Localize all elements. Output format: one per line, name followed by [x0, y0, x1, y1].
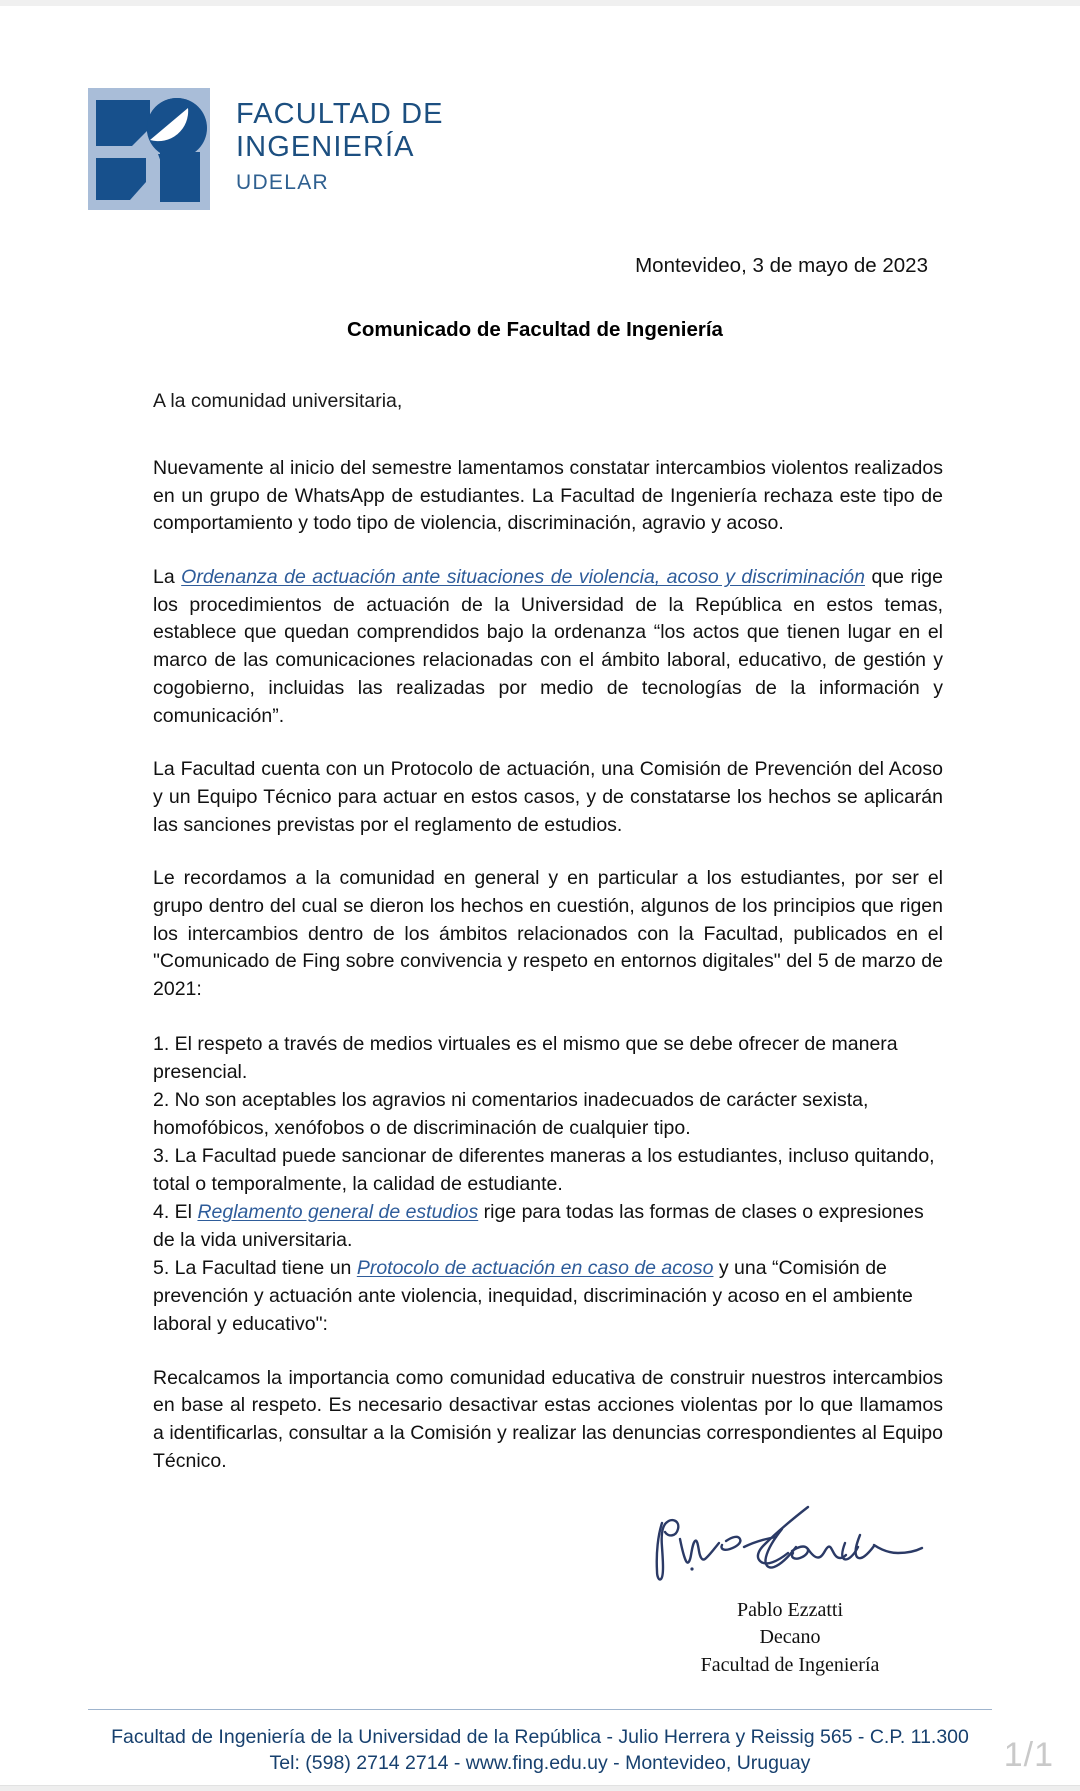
signer-organization: Facultad de Ingeniería: [700, 1653, 880, 1676]
list-item-5-after: y una “Comisión de prevención y actuación ante violencia, inequidad, discriminación y acoso en el ambiente laboral y educativo":: [153, 1257, 913, 1336]
footer: [0, 1709, 1080, 1791]
list-item-4-before: 4. El: [153, 1201, 198, 1224]
bottom-edge-strip: [0, 1785, 1080, 1791]
signature-names: [560, 1597, 1020, 1679]
page-title: Comunicado de Facultad de Ingeniería: [347, 318, 723, 341]
logo-wordmark-line-3: UDELAR: [236, 171, 329, 195]
footer-contact-info: [88, 1710, 992, 1776]
paragraph-2: [153, 538, 943, 730]
signature-block: [560, 1499, 1020, 1679]
link-ordenanza-actuacion[interactable]: Ordenanza de actuación ante situaciones de violencia, acoso y discriminación: [181, 566, 865, 589]
letterhead: [0, 0, 1080, 210]
list-item-5-before: 5. La Facultad tiene un: [153, 1257, 357, 1280]
paragraph-2-before: La: [153, 566, 182, 589]
logo-wordmark-line-1: FACULTAD DE: [236, 98, 444, 130]
footer-line-2: Tel: (598) 2714 2714 - www.fing.edu.uy - Montevideo, Uruguay: [269, 1751, 811, 1774]
paragraph-closing: Recalcamos la importancia como comunidad educativa de construir nuestros intercambios en base al respeto. Es necesario desactivar estas acciones violentas por lo que llamamos a identificarlas, consultar a la Comisión y realizar las denuncias correspondientes al Equipo Técnico.: [153, 1366, 943, 1472]
list-item: 1. El respeto a través de medios virtuales es el mismo que se debe ofrecer de manera presencial.: [153, 1032, 898, 1083]
list-item: 2. No son aceptables los agravios ni comentarios inadecuados de carácter sexista, homofóbicos, xenófobos o de discriminación de cualquier tipo.: [153, 1088, 869, 1139]
logo-wordmark: [236, 88, 444, 195]
list-item: 3. La Facultad puede sancionar de diferentes maneras a los estudiantes, incluso quitando, total o temporalmente, la calidad de estudiante.: [153, 1145, 935, 1196]
list-item-4-after: rige para todas las formas de clases o expresiones de la vida universitaria.: [153, 1201, 924, 1252]
list-item: [153, 1254, 943, 1338]
signer-name: Pablo Ezzatti: [736, 1599, 844, 1622]
link-protocolo-actuacion-acoso[interactable]: Protocolo de actuación en caso de acoso: [356, 1257, 714, 1280]
paragraph-1: Nuevamente al inicio del semestre lamentamos constatar intercambios violentos realizados en un grupo de WhatsApp de estudiantes. La Facultad de Ingeniería rechaza este tipo de comportamiento y todo tipo de violencia, discriminación, agravio y acoso.: [153, 457, 943, 535]
logo-wordmark-line-2: INGENIERÍA: [236, 131, 415, 164]
facultad-de-ingenieria-udelar-logo: [88, 88, 210, 210]
document-body: [0, 390, 943, 1475]
date-line: Montevideo, 3 de mayo de 2023: [635, 254, 928, 277]
paragraph-4: Le recordamos a la comunidad en general y en particular a los estudiantes, por ser el grupo dentro del cual se dieron los hechos en cuestión, algunos de los principios que rigen los intercambios dentro de los ámbitos relacionados con la Facultad, publicados en el "Comunicado de Fing sobre convivencia y respeto en entornos digitales" del 5 de marzo de 2021:: [153, 867, 943, 1000]
paragraph-2-after: que rige los procedimientos de actuación de la Universidad de la República en estos temas, establece que quedan comprendidos bajo la ordenanza “los actos que tienen lugar en el marco de las comunicaciones relacionadas con el ámbito laboral, educativo, de gestión y cogobierno, incluidas las realizadas por medio de tecnologías de la información y comunicación”.: [153, 566, 943, 727]
footer-line-1: Facultad de Ingeniería de la Universidad de la República - Julio Herrera y Reissig 565 - C.P. 11.300: [111, 1725, 969, 1748]
signer-role: Decano: [759, 1626, 821, 1649]
list-item: [153, 1198, 943, 1254]
link-reglamento-general-estudios[interactable]: Reglamento general de estudios: [197, 1201, 479, 1224]
paragraph-3: La Facultad cuenta con un Protocolo de actuación, una Comisión de Prevención del Acoso y un Equipo Técnico para actuar en estos casos, y de constatarse los hechos se aplicarán las sanciones previstas por el reglamento de estudios.: [153, 758, 943, 836]
salutation: A la comunidad universitaria,: [153, 390, 403, 412]
page-indicator: 1/1: [1003, 1736, 1054, 1775]
principles-list: [153, 1004, 943, 1339]
handwritten-signature: [560, 1499, 1020, 1595]
